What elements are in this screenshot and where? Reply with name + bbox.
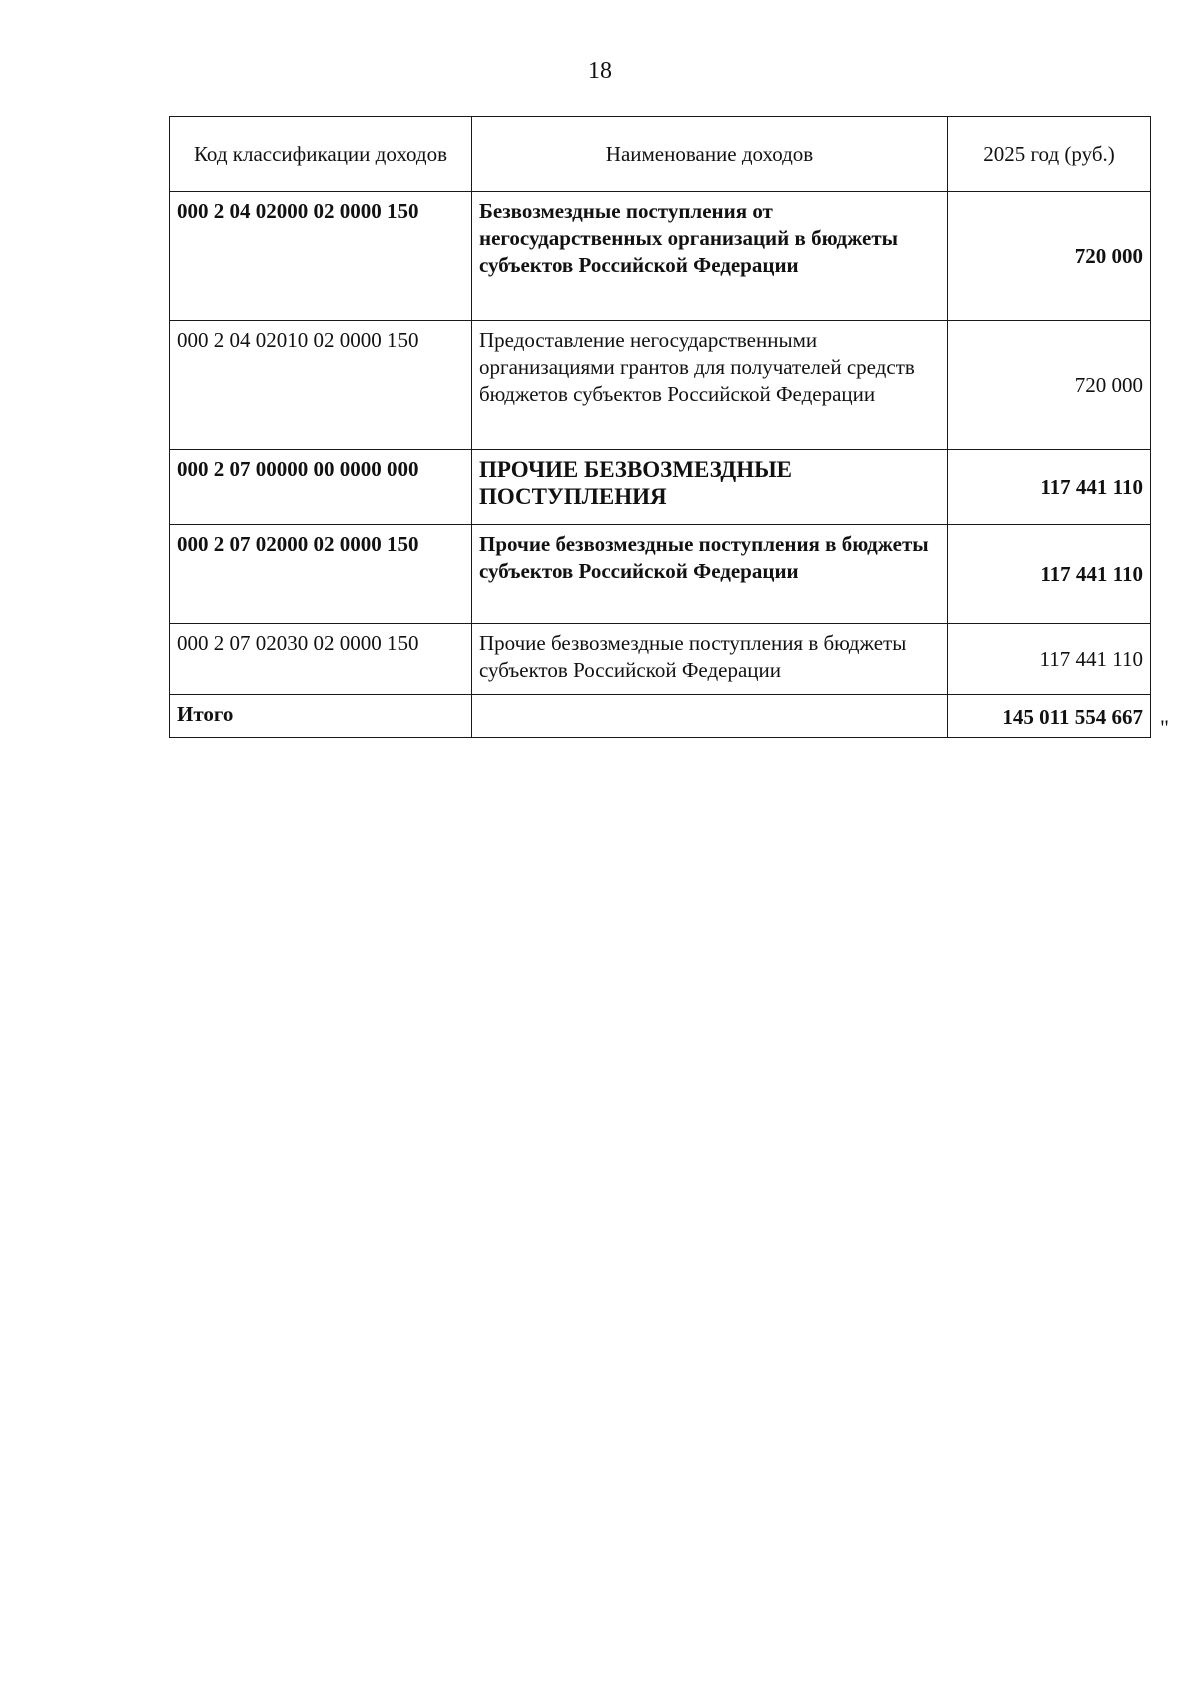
row-amount: 117 441 110 xyxy=(948,525,1151,624)
header-code: Код классификации доходов xyxy=(170,117,472,192)
page-number: 18 xyxy=(588,58,612,84)
total-label: Итого xyxy=(170,695,472,738)
row-code: 000 2 04 02000 02 0000 150 xyxy=(170,192,472,321)
total-name xyxy=(472,695,948,738)
row-amount: 117 441 110 xyxy=(948,624,1151,695)
income-table xyxy=(169,116,1151,738)
row-name: ПРОЧИЕ БЕЗВОЗМЕЗДНЫЕ ПОСТУПЛЕНИЯ xyxy=(472,450,948,525)
row-name: Безвозмездные поступления от негосударственных организаций в бюджеты субъектов Российской Федерации xyxy=(472,192,948,321)
header-amount: 2025 год (руб.) xyxy=(948,117,1151,192)
table-row xyxy=(170,624,1151,695)
row-code: 000 2 04 02010 02 0000 150 xyxy=(170,321,472,450)
row-code: 000 2 07 00000 00 0000 000 xyxy=(170,450,472,525)
table-row xyxy=(170,450,1151,525)
row-amount: 720 000 xyxy=(948,321,1151,450)
row-name: Предоставление негосударственными организациями грантов для получателей средств бюджетов субъектов Российской Федерации xyxy=(472,321,948,450)
table-row xyxy=(170,192,1151,321)
total-amount: 145 011 554 667 xyxy=(948,695,1151,738)
closing-quote-mark: " xyxy=(1160,715,1169,740)
row-code: 000 2 07 02000 02 0000 150 xyxy=(170,525,472,624)
total-row xyxy=(170,695,1151,738)
row-name: Прочие безвозмездные поступления в бюджеты субъектов Российской Федерации xyxy=(472,624,948,695)
table-header-row xyxy=(170,117,1151,192)
table-row xyxy=(170,525,1151,624)
row-name: Прочие безвозмездные поступления в бюджеты субъектов Российской Федерации xyxy=(472,525,948,624)
row-code: 000 2 07 02030 02 0000 150 xyxy=(170,624,472,695)
row-amount: 720 000 xyxy=(948,192,1151,321)
table-row xyxy=(170,321,1151,450)
header-name: Наименование доходов xyxy=(472,117,948,192)
row-amount: 117 441 110 xyxy=(948,450,1151,525)
